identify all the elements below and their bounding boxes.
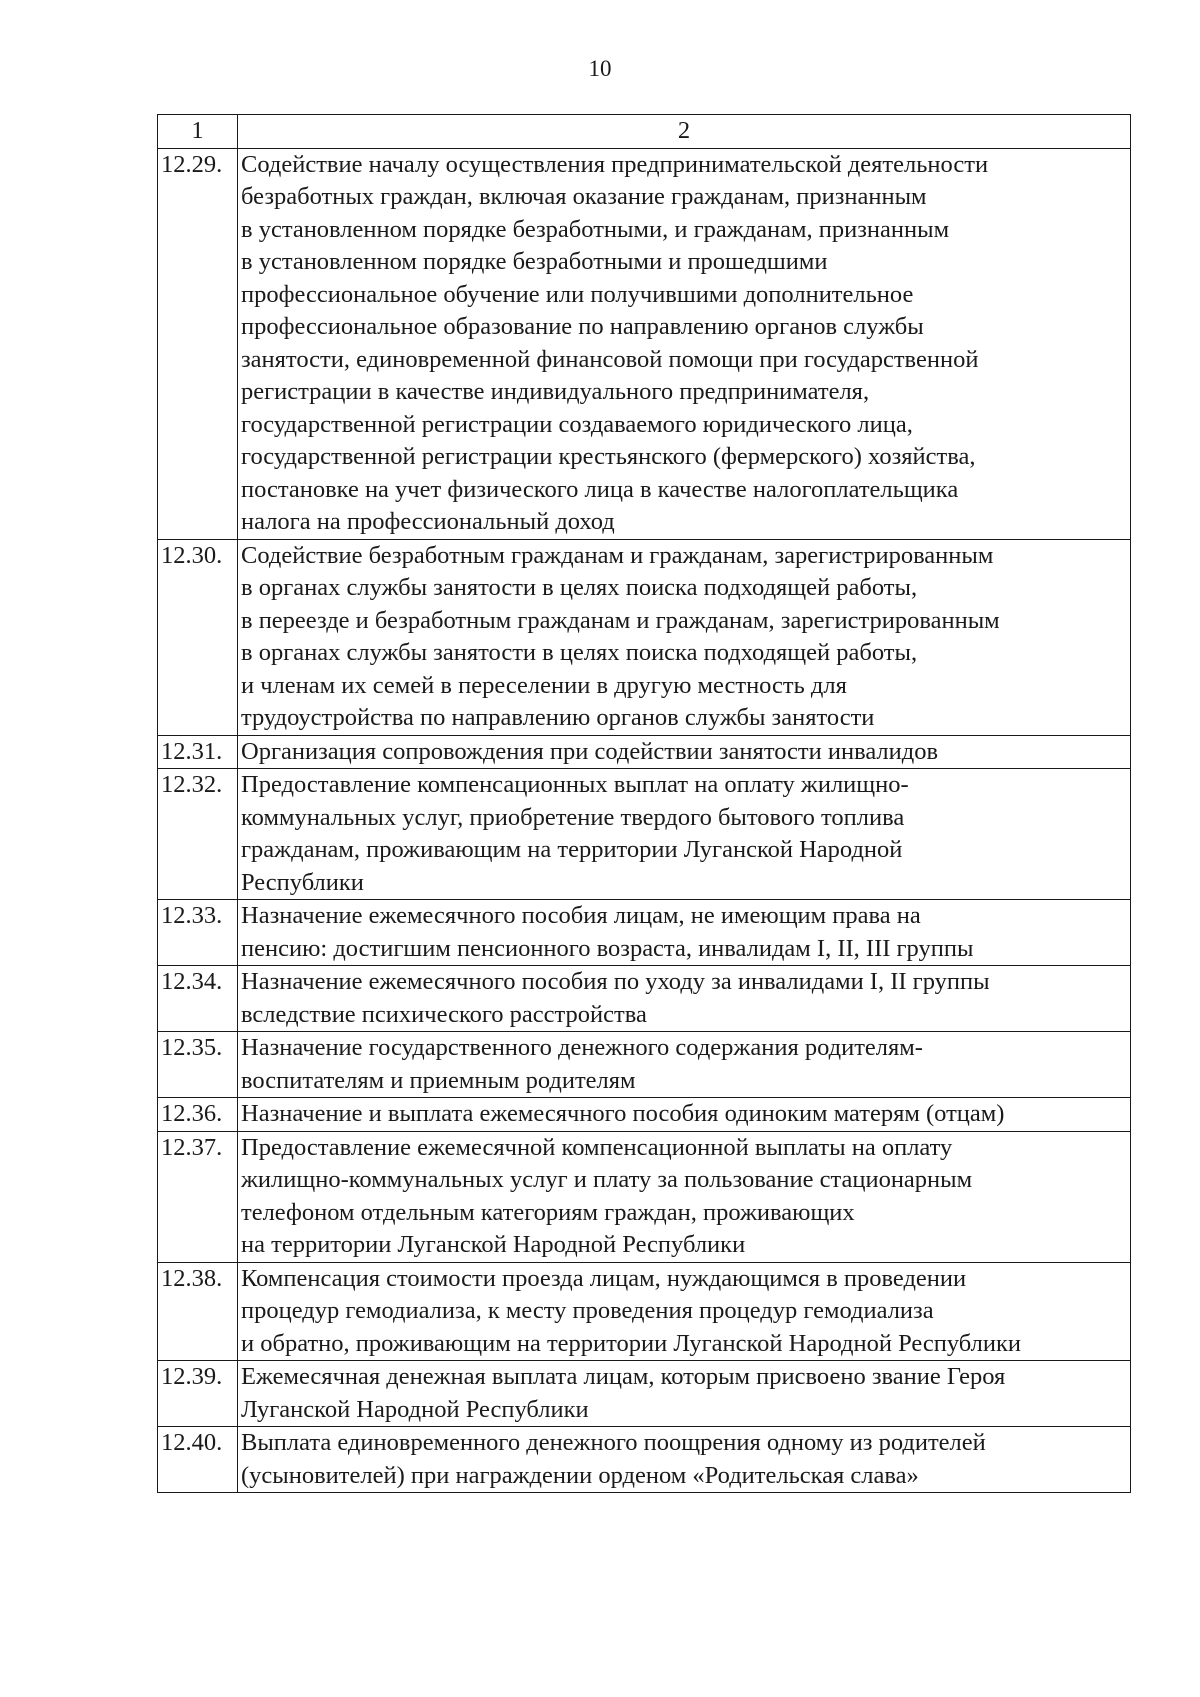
page-number: 10 xyxy=(588,56,612,81)
table-row xyxy=(158,1262,1131,1361)
row-text: Организация сопровождения при содействии занятости инвалидов xyxy=(238,735,1131,769)
table-row xyxy=(158,148,1131,539)
table-row xyxy=(158,539,1131,735)
table-row xyxy=(158,1131,1131,1262)
row-text: Содействие началу осуществления предпринимательской деятельности безработных граждан, включая оказание гражданам, признанным в установленном порядке безработными, и гражданам, признанным в установленном порядке безработными и прошедшими профессиональное обучение или получившими дополнительное профессиональное образование по направлению органов службы занятости, единовременной финансовой помощи при государственной регистрации в качестве индивидуального предпринимателя, государственной регистрации создаваемого юридического лица, государственной регистрации крестьянского (фермерского) хозяйства, постановке на учет физического лица в качестве налогоплательщика налога на профессиональный доход xyxy=(238,148,1131,539)
row-text: Предоставление компенсационных выплат на оплату жилищно- коммунальных услуг, приобретение твердого бытового топлива гражданам, проживающим на территории Луганской Народной Республики xyxy=(238,769,1131,900)
table-row xyxy=(158,1098,1131,1132)
row-number: 12.33. xyxy=(158,900,238,966)
row-number: 12.32. xyxy=(158,769,238,900)
column-header-number: 1 xyxy=(158,115,238,149)
row-number: 12.29. xyxy=(158,148,238,539)
table-header-row xyxy=(158,115,1131,149)
row-text: Назначение ежемесячного пособия лицам, не имеющим права на пенсию: достигшим пенсионного возраста, инвалидам I, II, III группы xyxy=(238,900,1131,966)
row-number: 12.34. xyxy=(158,966,238,1032)
row-number: 12.39. xyxy=(158,1361,238,1427)
row-text: Предоставление ежемесячной компенсационной выплаты на оплату жилищно-коммунальных услуг и плату за пользование стационарным телефоном отдельным категориям граждан, проживающих на территории Луганской Народной Республики xyxy=(238,1131,1131,1262)
table-row xyxy=(158,1427,1131,1493)
row-text: Назначение ежемесячного пособия по уходу за инвалидами I, II группы вследствие психического расстройства xyxy=(238,966,1131,1032)
row-text: Назначение и выплата ежемесячного пособия одиноким матерям (отцам) xyxy=(238,1098,1131,1132)
table-row xyxy=(158,1361,1131,1427)
row-text: Содействие безработным гражданам и гражданам, зарегистрированным в органах службы занятости в целях поиска подходящей работы, в переезде и безработным гражданам и гражданам, зарегистрированным в органах службы занятости в целях поиска подходящей работы, и членам их семей в переселении в другую местность для трудоустройства по направлению органов службы занятости xyxy=(238,539,1131,735)
services-table xyxy=(157,114,1131,1493)
row-number: 12.30. xyxy=(158,539,238,735)
row-text: Ежемесячная денежная выплата лицам, которым присвоено звание Героя Луганской Народной Республики xyxy=(238,1361,1131,1427)
row-number: 12.35. xyxy=(158,1032,238,1098)
row-number: 12.36. xyxy=(158,1098,238,1132)
table-row xyxy=(158,769,1131,900)
row-number: 12.37. xyxy=(158,1131,238,1262)
row-text: Назначение государственного денежного содержания родителям- воспитателям и приемным родителям xyxy=(238,1032,1131,1098)
table-row xyxy=(158,900,1131,966)
table-row xyxy=(158,966,1131,1032)
column-header-service: 2 xyxy=(238,115,1131,149)
table-row xyxy=(158,1032,1131,1098)
row-number: 12.38. xyxy=(158,1262,238,1361)
table-row xyxy=(158,735,1131,769)
row-text: Компенсация стоимости проезда лицам, нуждающимся в проведении процедур гемодиализа, к месту проведения процедур гемодиализа и обратно, проживающим на территории Луганской Народной Республики xyxy=(238,1262,1131,1361)
row-text: Выплата единовременного денежного поощрения одному из родителей (усыновителей) при награждении орденом «Родительская слава» xyxy=(238,1427,1131,1493)
row-number: 12.31. xyxy=(158,735,238,769)
row-number: 12.40. xyxy=(158,1427,238,1493)
